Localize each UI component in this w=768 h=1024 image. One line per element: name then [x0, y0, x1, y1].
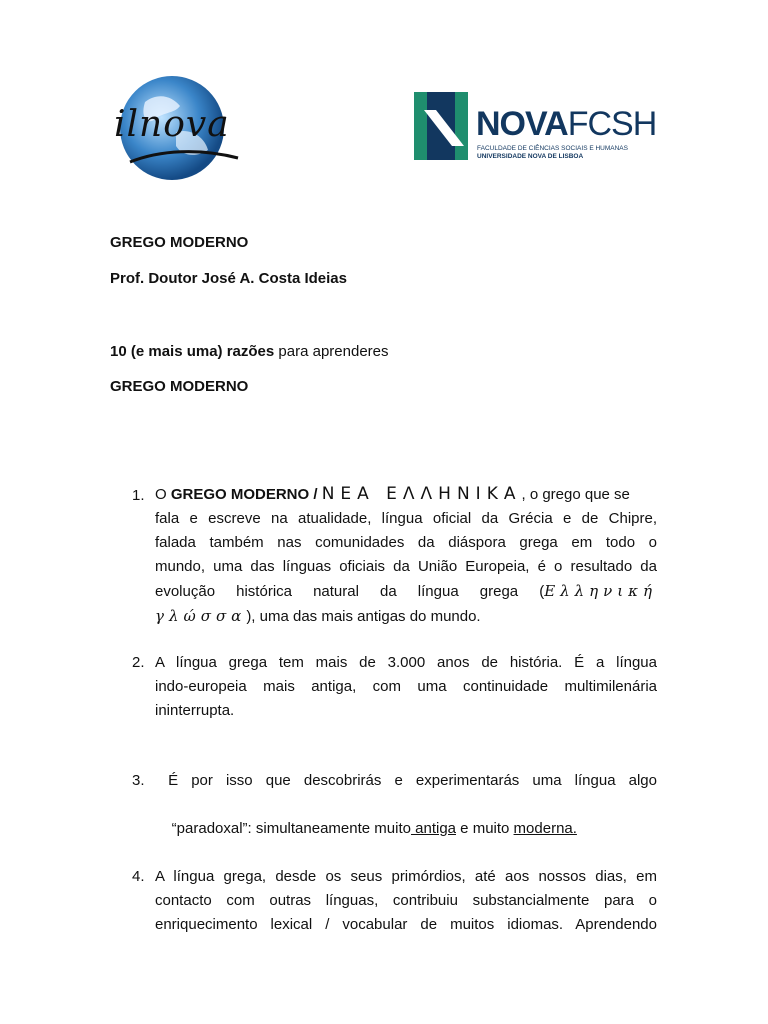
item-2-number: 2. [132, 654, 145, 671]
word-moderna: moderna. [513, 820, 577, 837]
university-subtitle: UNIVERSIDADE NOVA DE LISBOA [477, 153, 584, 160]
item-1-text: O GREGO MODERNO / ΝΕΑ ΕΛΛΗΝΙΚΑ, o grego que se fala e escreve na atualidade, língua oficial da Grécia e de Chipre, falada também nas comunidades da diáspora grega em todo o mundo, uma das línguas oficiais da União Europeia, é o resultado da evolução histórica natural da língua grega (Ελληνική γλώσσα), uma das mais antigas do mundo. [155, 484, 657, 625]
intro-bold: 10 (e mais uma) razões [110, 343, 275, 360]
item-1-bold: GREGO MODERNO / [170, 486, 322, 503]
item-1-greek-title: ΝΕΑ ΕΛΛΗΝΙΚΑ [321, 484, 522, 504]
item-3-number: 3. [132, 772, 145, 789]
item-1-greek-word1: Ελληνική [544, 582, 657, 600]
item-1-greek-word2: γλώσσα [155, 607, 247, 625]
fcsh-wordmark: FCSH [567, 105, 657, 143]
course-title: GREGO MODERNO [110, 234, 249, 251]
ilnova-wordmark: ilnova [114, 104, 230, 145]
item-3-text: É por isso que descobrirás e experimentarás uma língua algo “paradoxal”: simultaneamente muito antiga e muito moderna. [155, 772, 657, 837]
nova-n-diagonal-icon [424, 110, 464, 146]
professor-name: Prof. Doutor José A. Costa Ideias [110, 270, 347, 287]
ilnova-logo [110, 62, 244, 188]
word-antiga: antiga [410, 820, 457, 837]
item-4-text: A língua grega, desde os seus primórdios, até aos nossos dias, em contacto com outras línguas, contribuiu substancialmente para o enriquecimento lexical / vocabular de muitos idiomas. Aprendendo [155, 868, 657, 933]
item-1-number: 1. [132, 487, 145, 504]
item-2-text: A língua grega tem mais de 3.000 anos de história. É a língua indo-europeia mais antiga, com uma continuidade multimilenária ininterrupta. [155, 654, 657, 719]
intro-line [110, 340, 389, 364]
nova-wordmark: NOVA [476, 105, 568, 143]
intro-subject: GREGO MODERNO [110, 378, 249, 395]
item-4-number: 4. [132, 868, 145, 885]
intro-rest: para aprenderes [274, 343, 389, 360]
faculty-subtitle: FACULDADE DE CIÊNCIAS SOCIAIS E HUMANAS [477, 145, 628, 152]
